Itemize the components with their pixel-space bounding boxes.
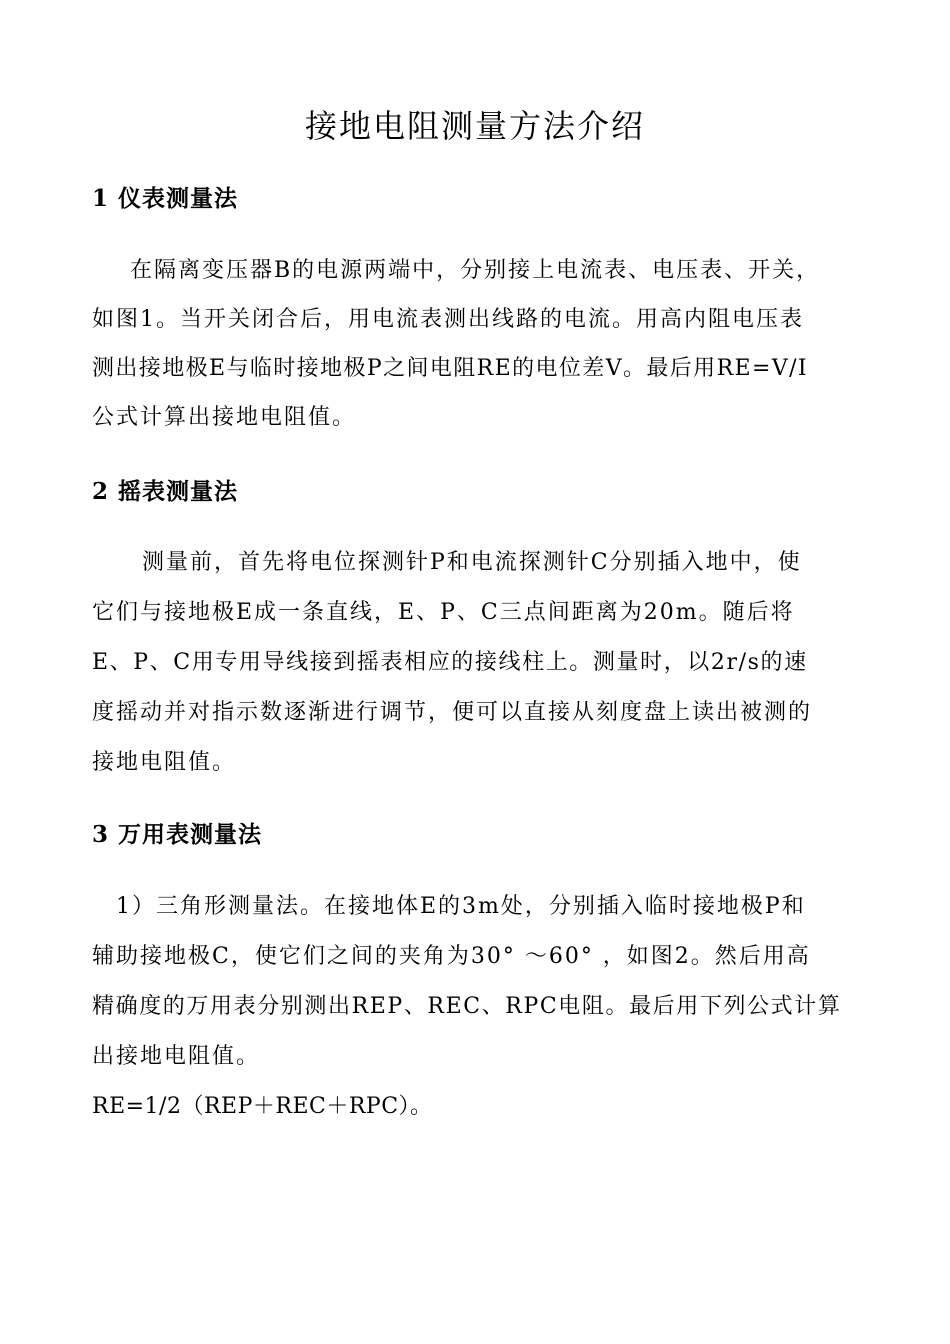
section-heading: 2 摇表测量法 bbox=[92, 478, 239, 505]
paragraph-line: 接地电阻值。 bbox=[92, 750, 237, 775]
paragraph-line: 出接地电阻值。 bbox=[92, 1044, 261, 1069]
paragraph-line: 在隔离变压器B的电源两端中，分别接上电流表、电压表、开关， bbox=[130, 258, 821, 283]
paragraph-line: 测量前，首先将电位探测针P和电流探测针C分别插入地中，使 bbox=[142, 550, 802, 575]
paragraph-line: 它们与接地极E成一条直线，E、P、C三点间距离为20m。随后将 bbox=[92, 600, 795, 625]
paragraph-line: 度摇动并对指示数逐渐进行调节，便可以直接从刻度盘上读出被测的 bbox=[92, 700, 813, 725]
document-title: 接地电阻测量方法介绍 bbox=[304, 107, 645, 145]
paragraph-line: 精确度的万用表分别测出REP、REC、RPC电阻。最后用下列公式计算 bbox=[92, 994, 842, 1019]
paragraph-line: 1）三角形测量法。在接地体E的3m处，分别插入临时接地极P和 bbox=[116, 894, 806, 919]
paragraph-line: 测出接地极E与临时接地极P之间电阻RE的电位差V。最后用RE=V/I bbox=[92, 356, 809, 381]
paragraph-line: 如图1。当开关闭合后，用电流表测出线路的电流。用高内阻电压表 bbox=[92, 307, 804, 332]
paragraph-line: 辅助接地极C，使它们之间的夹角为30° ～60° ，如图2。然后用高 bbox=[92, 944, 811, 969]
paragraph-line: E、P、C用专用导线接到摇表相应的接线柱上。测量时，以2r/s的速 bbox=[92, 650, 808, 675]
section-heading: 1 仪表测量法 bbox=[92, 185, 239, 212]
section-heading: 3 万用表测量法 bbox=[92, 821, 263, 848]
paragraph-line: 公式计算出接地电阻值。 bbox=[92, 405, 357, 430]
formula-line: RE=1/2（REP＋REC＋RPC）。 bbox=[92, 1094, 433, 1119]
